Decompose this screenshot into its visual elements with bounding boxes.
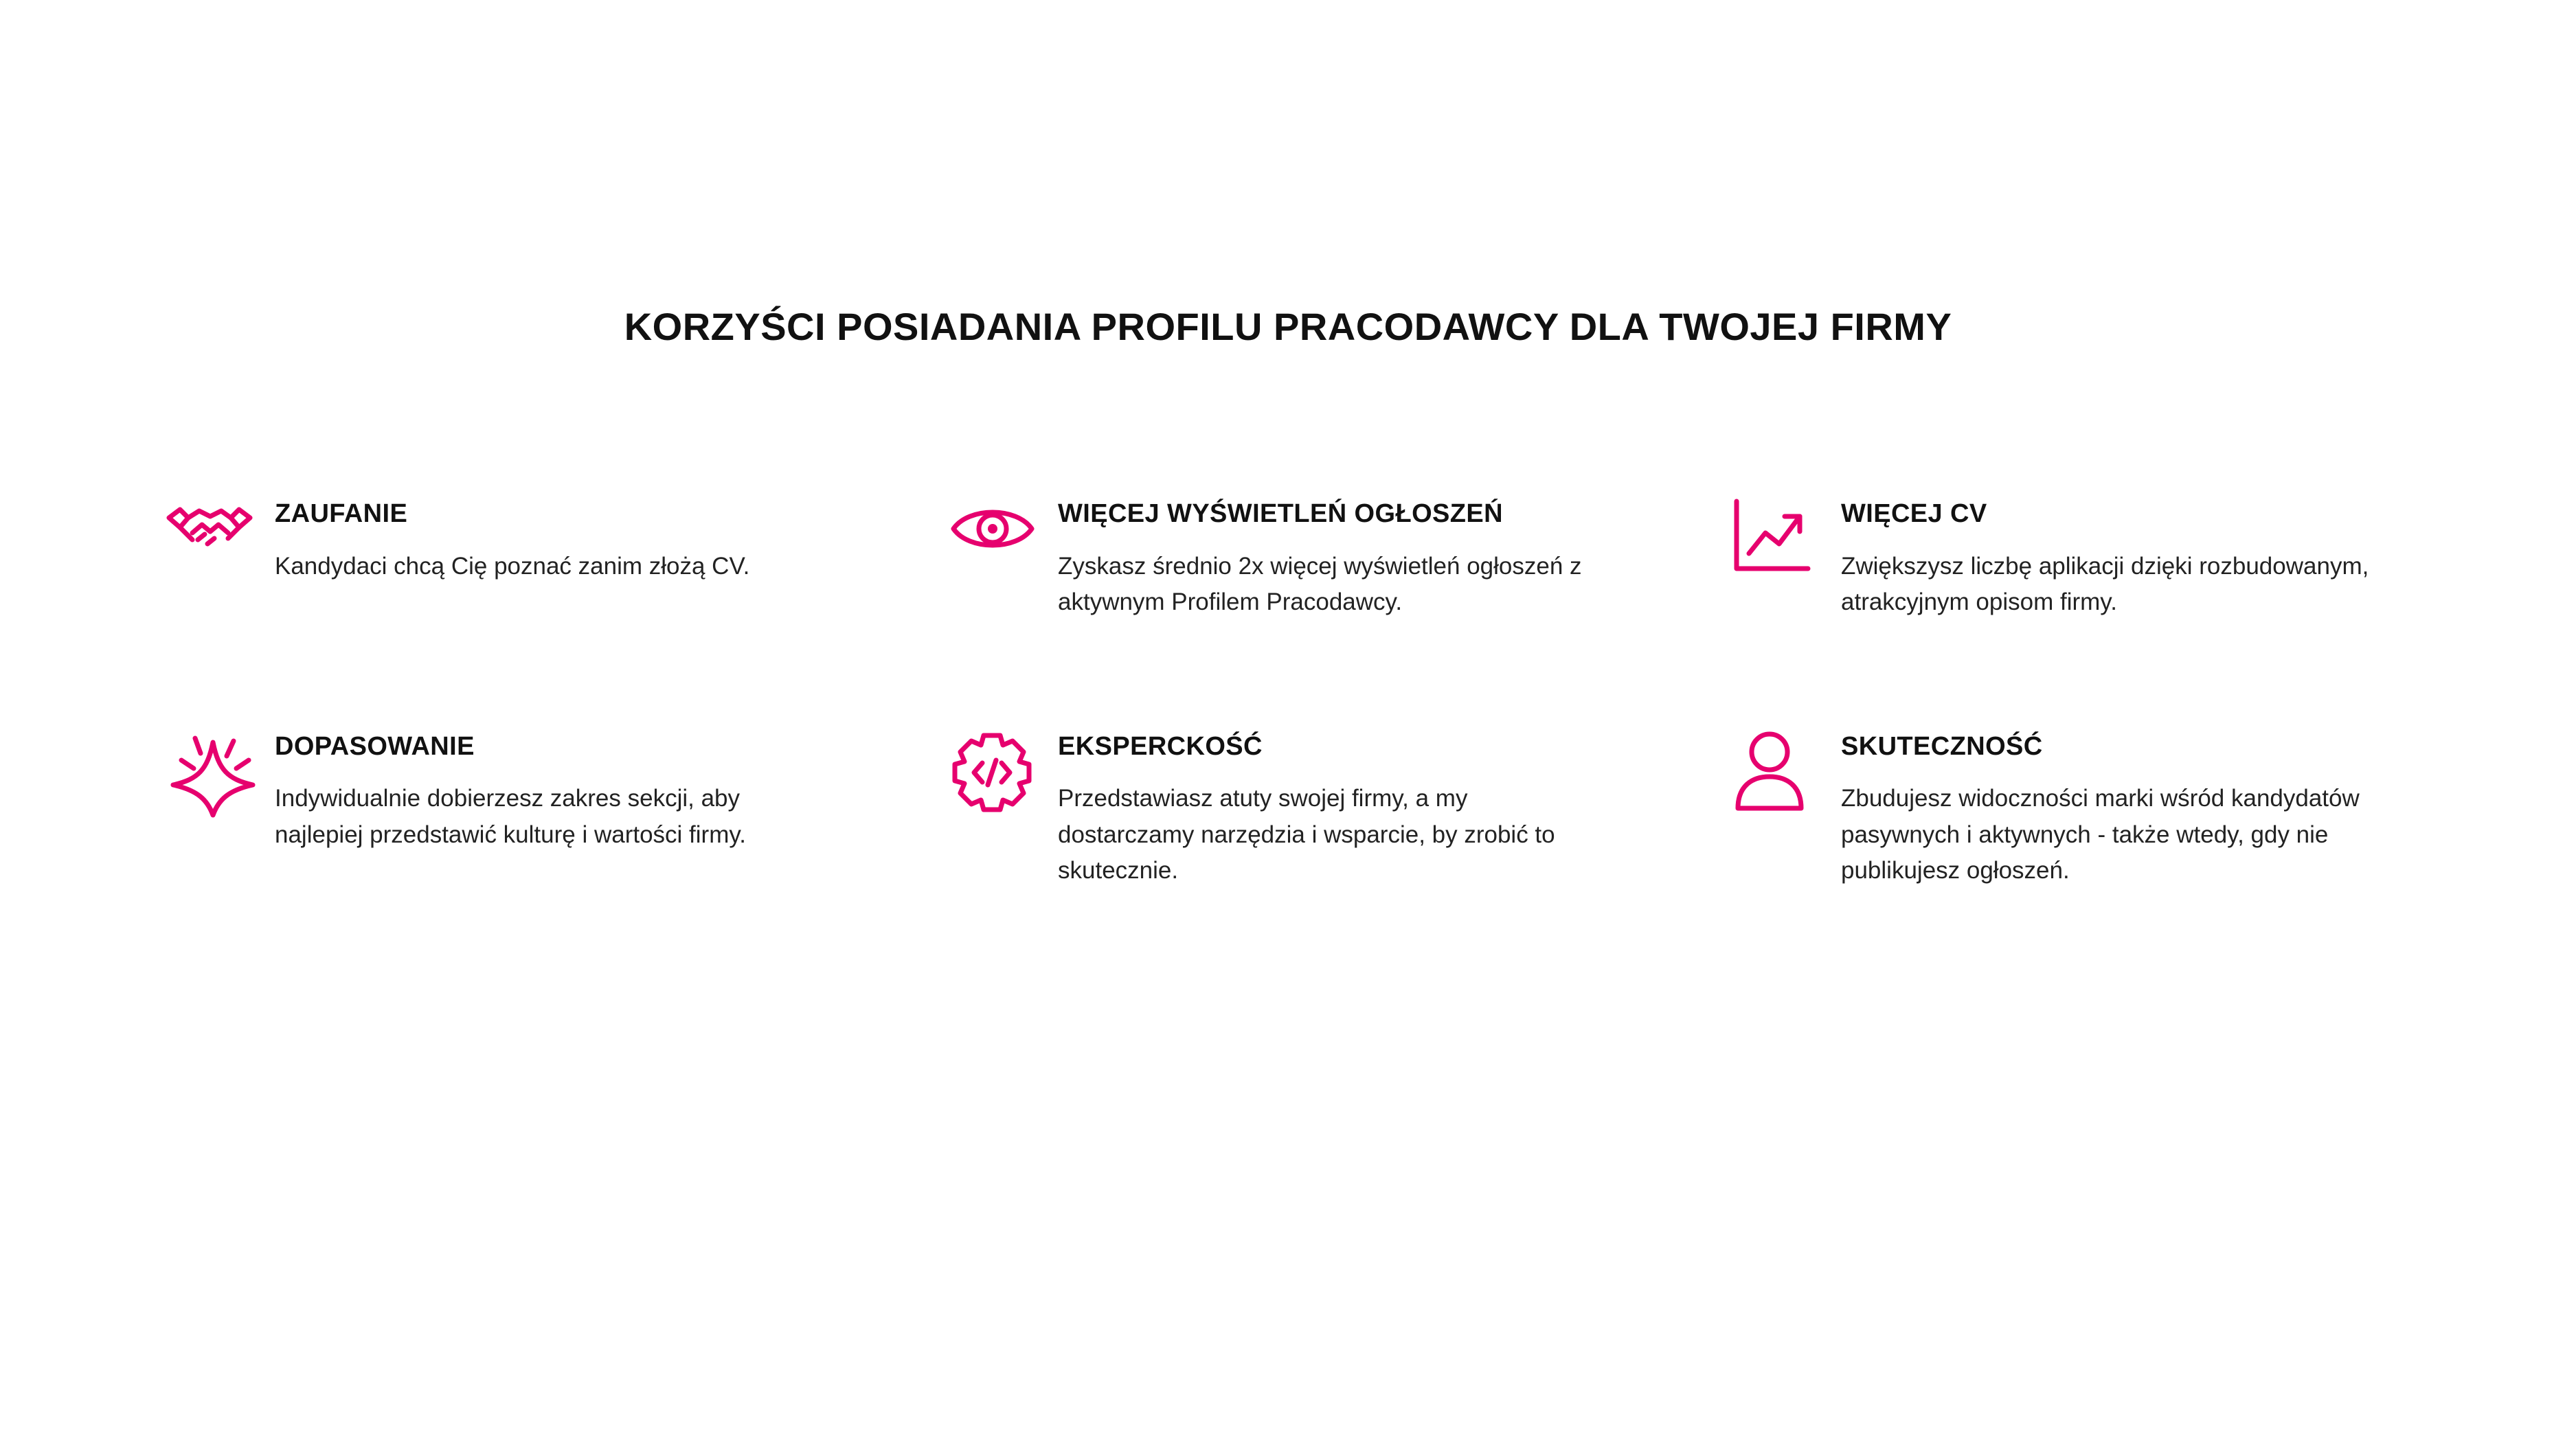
sparkle-star-icon (165, 727, 275, 819)
benefit-body (1058, 494, 1669, 621)
benefit-body (1841, 494, 2452, 621)
benefit-body (1841, 727, 2452, 889)
benefit-item-eksperckosc (948, 727, 1669, 889)
handshake-icon (165, 494, 275, 586)
benefit-description: Zwiększysz liczbę aplikacji dzięki rozbudowanym, atrakcyjnym opisom firmy. (1841, 552, 2369, 616)
benefit-title: SKUTECZNOŚĆ (1841, 731, 2043, 761)
benefit-title: DOPASOWANIE (275, 731, 475, 761)
benefit-body (1058, 727, 1669, 889)
benefit-body (275, 727, 886, 854)
user-person-icon (1731, 727, 1841, 819)
benefit-description: Zbudujesz widoczności marki wśród kandydatów pasywnych i aktywnych - także wtedy, gdy nie publikujesz ogłoszeń. (1841, 785, 2360, 884)
benefit-item-dopasowanie (165, 727, 886, 889)
benefit-description: Zyskasz średnio 2x więcej wyświetleń ogłoszeń z aktywnym Profilem Pracodawcy. (1058, 552, 1582, 616)
benefit-description: Przedstawiasz atuty swojej firmy, a my dostarczamy narzędzia i wsparcie, by zrobić to skutecznie. (1058, 785, 1555, 884)
benefits-grid (165, 494, 2452, 889)
gear-code-icon (948, 727, 1058, 819)
benefit-description: Kandydaci chcą Cię poznać zanim złożą CV. (275, 552, 750, 580)
benefit-body (275, 494, 886, 584)
benefit-item-zaufanie (165, 494, 886, 621)
benefit-title: WIĘCEJ CV (1841, 499, 1987, 528)
benefit-item-wiecej-wyswietlen (948, 494, 1669, 621)
benefit-title: EKSPERCKOŚĆ (1058, 731, 1263, 761)
benefit-title: WIĘCEJ WYŚWIETLEŃ OGŁOSZEŃ (1058, 499, 1503, 528)
benefit-item-skutecznosc (1731, 727, 2452, 889)
benefit-item-wiecej-cv (1731, 494, 2452, 621)
chart-up-icon (1731, 494, 1841, 586)
page-title: KORZYŚCI POSIADANIA PROFILU PRACODAWCY DLA TWOJEJ FIRMY (624, 304, 1952, 348)
benefit-title: ZAUFANIE (275, 499, 408, 528)
eye-icon (948, 494, 1058, 586)
benefit-description: Indywidualnie dobierzesz zakres sekcji, aby najlepiej przedstawić kulturę i wartości firmy. (275, 785, 746, 848)
